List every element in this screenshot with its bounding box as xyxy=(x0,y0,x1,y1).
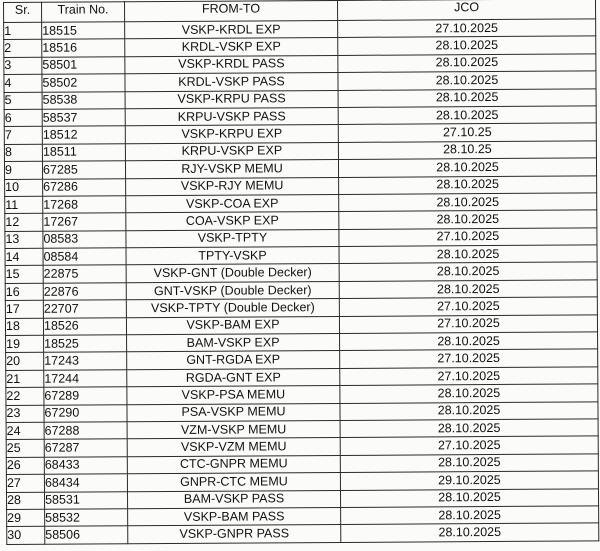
cell-jco: 28.10.2025 xyxy=(338,36,596,55)
cell-from-to: VSKP-RJY MEMU xyxy=(126,177,339,196)
cell-sr: 29 xyxy=(7,509,45,527)
cell-train-no: 67288 xyxy=(44,422,127,440)
cell-from-to: BAM-VSKP EXP xyxy=(127,333,340,352)
cell-sr: 28 xyxy=(6,492,44,510)
cell-jco: 28.10.2025 xyxy=(338,158,596,177)
cell-sr: 9 xyxy=(4,161,42,179)
cell-train-no: 18516 xyxy=(42,39,125,57)
cell-sr: 3 xyxy=(4,57,42,75)
cell-sr: 7 xyxy=(4,127,42,145)
cell-jco: 28.10.2025 xyxy=(338,54,596,73)
cell-from-to: VSKP-TPTY xyxy=(126,229,339,248)
cell-from-to: VSKP-PSA MEMU xyxy=(127,386,340,405)
cell-from-to: BAM-VSKP PASS xyxy=(127,490,340,509)
cell-from-to: KRPU-VSKP EXP xyxy=(125,142,338,161)
table-row xyxy=(7,523,599,544)
cell-train-no: 58532 xyxy=(45,509,128,527)
cell-train-no: 67290 xyxy=(44,404,127,422)
cell-train-no: 68433 xyxy=(44,457,127,475)
cell-sr: 5 xyxy=(4,92,42,110)
cell-sr: 1 xyxy=(4,22,42,40)
cell-jco: 28.10.2025 xyxy=(340,401,598,420)
cell-sr: 16 xyxy=(5,283,43,301)
cell-sr: 19 xyxy=(6,335,44,353)
cell-train-no: 58537 xyxy=(42,109,125,127)
cell-from-to: VSKP-KRDL EXP xyxy=(125,20,338,39)
cell-train-no: 22707 xyxy=(43,300,126,318)
cell-train-no: 58502 xyxy=(42,74,125,92)
cell-sr: 13 xyxy=(5,231,43,249)
cell-train-no: 17244 xyxy=(44,370,127,388)
cell-sr: 6 xyxy=(4,109,42,127)
cell-train-no: 58538 xyxy=(42,91,125,109)
cell-from-to: KRPU-VSKP PASS xyxy=(125,107,338,126)
header-from-to: FROM-TO xyxy=(125,0,338,21)
table-body xyxy=(4,19,599,544)
cell-jco: 28.10.2025 xyxy=(338,71,596,90)
cell-sr: 30 xyxy=(7,527,45,545)
cell-jco: 28.10.2025 xyxy=(339,245,597,264)
cell-sr: 24 xyxy=(6,422,44,440)
cell-from-to: VSKP-COA EXP xyxy=(126,194,339,213)
cell-train-no: 18512 xyxy=(42,126,125,144)
cell-train-no: 58531 xyxy=(44,491,127,509)
cell-sr: 4 xyxy=(4,74,42,92)
cell-jco: 28.10.2025 xyxy=(339,262,597,281)
cell-jco: 28.10.2025 xyxy=(340,384,598,403)
cell-jco: 28.10.25 xyxy=(338,141,596,160)
cell-jco: 28.10.2025 xyxy=(340,419,598,438)
cell-train-no: 17267 xyxy=(43,213,126,231)
cell-from-to: VSKP-BAM PASS xyxy=(128,507,341,526)
cell-sr: 25 xyxy=(6,440,44,458)
cell-from-to: VSKP-GNPR PASS xyxy=(128,525,341,544)
cell-train-no: 67285 xyxy=(42,161,125,179)
header-jco: JCO xyxy=(337,0,595,20)
cell-from-to: VSKP-TPTY (Double Decker) xyxy=(126,299,339,318)
cell-jco: 28.10.2025 xyxy=(341,506,599,525)
cell-sr: 26 xyxy=(6,457,44,475)
cell-train-no: 22875 xyxy=(43,265,126,283)
cell-sr: 14 xyxy=(5,248,43,266)
cell-jco: 28.10.2025 xyxy=(339,210,597,229)
cell-from-to: GNT-VSKP (Double Decker) xyxy=(126,281,339,300)
cell-from-to: RJY-VSKP MEMU xyxy=(125,160,338,179)
cell-jco: 28.10.2025 xyxy=(339,175,597,194)
cell-train-no: 08583 xyxy=(43,230,126,248)
cell-jco: 27.10.2025 xyxy=(340,436,598,455)
cell-from-to: PSA-VSKP MEMU xyxy=(127,403,340,422)
cell-jco: 28.10.2025 xyxy=(338,88,596,107)
cell-jco: 28.10.2025 xyxy=(340,454,598,473)
cell-sr: 21 xyxy=(6,370,44,388)
cell-from-to: VSKP-KRDL PASS xyxy=(125,55,338,74)
cell-train-no: 67287 xyxy=(44,439,127,457)
cell-from-to: VSKP-GNT (Double Decker) xyxy=(126,264,339,283)
cell-train-no: 67286 xyxy=(43,178,126,196)
cell-from-to: VSKP-KRPU PASS xyxy=(125,90,338,109)
cell-jco: 29.10.2025 xyxy=(340,471,598,490)
cell-sr: 12 xyxy=(5,214,43,232)
cell-train-no: 17268 xyxy=(43,196,126,214)
cell-train-no: 58506 xyxy=(45,526,128,544)
cell-from-to: KRDL-VSKP PASS xyxy=(125,73,338,92)
cell-jco: 27.10.2025 xyxy=(339,228,597,247)
cell-jco: 27.10.2025 xyxy=(340,349,598,368)
cell-jco: 27.10.2025 xyxy=(339,315,597,334)
cell-from-to: CTC-GNPR MEMU xyxy=(127,455,340,474)
train-jco-table xyxy=(3,0,599,545)
cell-train-no: 08584 xyxy=(43,248,126,266)
cell-from-to: KRDL-VSKP EXP xyxy=(125,38,338,57)
cell-sr: 10 xyxy=(5,179,43,197)
cell-jco: 27.10.25 xyxy=(338,123,596,142)
cell-sr: 20 xyxy=(6,353,44,371)
cell-from-to: VSKP-VZM MEMU xyxy=(127,438,340,457)
cell-jco: 28.10.2025 xyxy=(339,280,597,299)
cell-from-to: VSKP-BAM EXP xyxy=(126,316,339,335)
header-sr: Sr. xyxy=(4,2,42,22)
cell-train-no: 18511 xyxy=(42,143,125,161)
cell-from-to: TPTY-VSKP xyxy=(126,247,339,266)
cell-sr: 15 xyxy=(5,266,43,284)
cell-jco: 27.10.2025 xyxy=(339,297,597,316)
cell-train-no: 18526 xyxy=(43,317,126,335)
cell-from-to: GNPR-CTC MEMU xyxy=(127,473,340,492)
cell-jco: 28.10.2025 xyxy=(341,523,599,542)
cell-jco: 27.10.2025 xyxy=(338,19,596,38)
cell-train-no: 68434 xyxy=(44,474,127,492)
cell-train-no: 67289 xyxy=(44,387,127,405)
cell-sr: 22 xyxy=(6,387,44,405)
cell-sr: 23 xyxy=(6,405,44,423)
cell-sr: 11 xyxy=(5,196,43,214)
cell-jco: 28.10.2025 xyxy=(340,332,598,351)
cell-jco: 27.10.2025 xyxy=(340,367,598,386)
cell-jco: 28.10.2025 xyxy=(340,488,598,507)
cell-from-to: VSKP-KRPU EXP xyxy=(125,125,338,144)
cell-jco: 28.10.2025 xyxy=(338,106,596,125)
cell-train-no: 18525 xyxy=(44,335,127,353)
cell-sr: 18 xyxy=(5,318,43,336)
cell-from-to: RGDA-GNT EXP xyxy=(127,368,340,387)
cell-from-to: VZM-VSKP MEMU xyxy=(127,420,340,439)
cell-from-to: COA-VSKP EXP xyxy=(126,212,339,231)
cell-sr: 8 xyxy=(4,144,42,162)
cell-jco: 28.10.2025 xyxy=(339,193,597,212)
cell-from-to: GNT-RGDA EXP xyxy=(127,351,340,370)
cell-train-no: 58501 xyxy=(42,57,125,75)
cell-train-no: 18515 xyxy=(42,22,125,40)
cell-train-no: 17243 xyxy=(44,352,127,370)
cell-sr: 2 xyxy=(4,40,42,58)
cell-sr: 27 xyxy=(6,474,44,492)
cell-train-no: 22876 xyxy=(43,283,126,301)
cell-sr: 17 xyxy=(5,301,43,319)
header-train-no: Train No. xyxy=(42,2,125,23)
